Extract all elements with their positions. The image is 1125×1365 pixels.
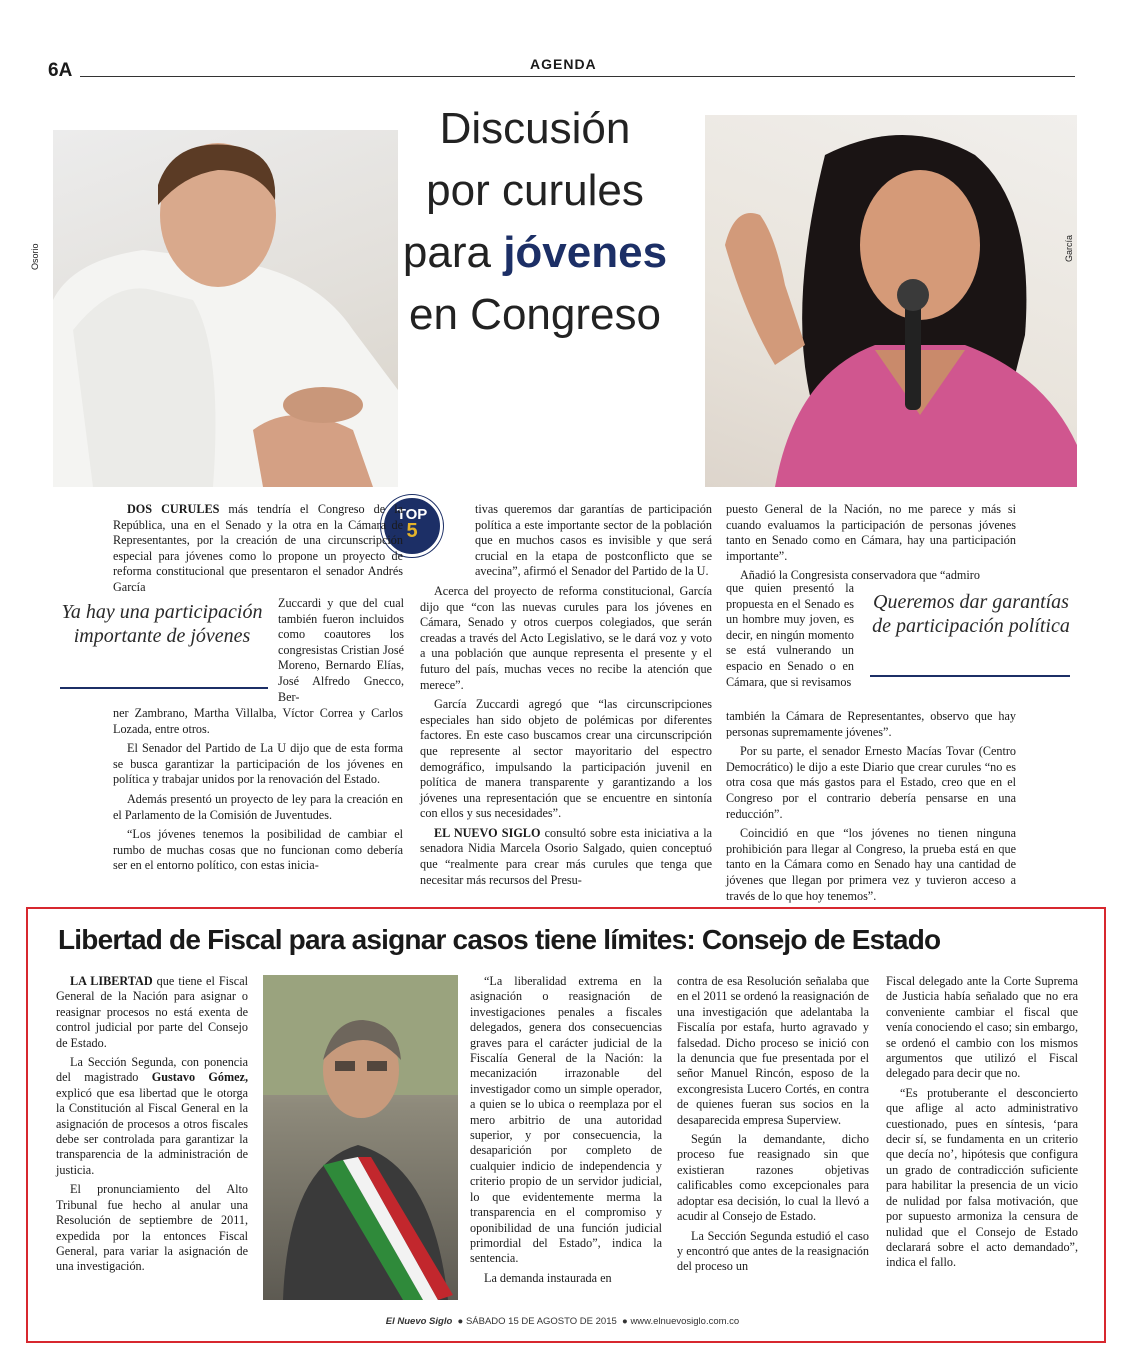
photo-fiscal: [263, 975, 458, 1300]
fiscal-column-1: [56, 974, 248, 1279]
fiscal-column-2: [470, 974, 662, 1290]
header-rule: [80, 76, 1075, 77]
fiscal-c4-p2: “Es protuberante el desconcierto que aflige al acto administrativo cuestionado, pues en síntesis, ‘para decir sí, se fundamenta en un criterio que decía no’, hipótesis que configura un grado de contradicción suficiente para habilitar la presencia de un vicio de nulidad por falsa motivación, que por supuesto armoniza la censura de nulidad que el Consejo de Estado declarará sobre el acto demandado”, indica el fallo.: [886, 1085, 1078, 1270]
headline-emphasis: jóvenes: [503, 228, 668, 277]
pull-quote-left-rule: [60, 687, 268, 689]
article-lead: DOS CURULES: [127, 502, 220, 516]
headline: [300, 98, 770, 346]
article-column-1b: [278, 596, 404, 709]
article-c3-p2c: también la Cámara de Representantes, observo que hay personas supremamente jóvenes”.: [726, 709, 1016, 739]
fiscal-magistrate-name: Gustavo Gómez,: [151, 1070, 249, 1085]
fiscal-c3-p3: La Sección Segunda estudió el caso y encontró que antes de la reasignación del proceso un: [677, 1228, 869, 1274]
footer-date: SÁBADO 15 DE AGOSTO DE 2015: [465, 1316, 617, 1327]
fiscal-c3-p1: contra de esa Resolución señalaba que en el 2011 se ordenó la reasignación de una investigación que adelantaba la Fiscalía por estafa, hurto agravado y falsedad. Dicho proceso se inició con la denuncia que fue presentada por el señor Manuel Rincón, esposo de la excongresista Lucero Cortés, en contra de quienes fueran sus socios en la desaparecida empresa Superview.: [677, 974, 869, 1127]
fiscal-headline: Libertad de Fiscal para asignar casos tiene límites: Consejo de Estado: [58, 924, 941, 955]
article-c1-p1: más tendría el Congreso de la República, una en el Senado y la otra en la Cámara de Representantes, por la creación de una circunscripción especial para jóvenes como lo propone un proyecto de reforma constitucional que presentaron el senador Andrés García: [113, 502, 403, 594]
article-column-1c: [113, 706, 403, 878]
article-c1-p1b: Zuccardi y que del cual también fueron incluidos como coautores los congresistas Cristian José Moreno, Bernardo Elías, José Alfredo Gnecco, Ber-: [278, 596, 404, 704]
headline-line-3: [300, 222, 770, 284]
photo-fiscal-illustration: [263, 975, 458, 1300]
article-c3-p2b: que quien presentó la propuesta en el Senado es un hombre muy joven, es decir, en ningún momento se está vulnerando un espacio en Senado o en Cámara, que si revisamos: [726, 581, 854, 689]
fiscal-column-3: [677, 974, 869, 1279]
top5-number: 5: [406, 520, 418, 542]
photo-credit-right: García: [1064, 234, 1074, 262]
article-c1-p1c: ner Zambrano, Martha Villalba, Víctor Correa y Carlos Lozada, entre otros.: [113, 706, 403, 736]
article-c1-p4: “Los jóvenes tenemos la posibilidad de cambiar el rumbo de muchas cosas que no funcionan como debería ser en el entorno político, con estas inicia-: [113, 827, 403, 873]
fiscal-c2-p1: “La liberalidad extrema en la asignación o reasignación de investigaciones penales a fiscales delegados, genera dos consecuencias graves para el carácter judicial de la Fiscalía General de la Nación: la mecanización irrazonable del investigador como un simple operador, a quien se lo ubica o reemplaza por el mero arbitrio de una autoridad superior, y por consecuencia, la desaparición por completo de cualquier indicio de independencia y criterio propio de un servidor judicial, lo que evidentemente merma la transparencia en el compromiso y oponibilidad de una función judicial primordial del Estado”, indica la sentencia.: [470, 974, 662, 1266]
article-column-3b: [726, 581, 854, 694]
article-c2-p2: Acerca del proyecto de reforma constitucional, García dijo que “con las nuevas curules para los jóvenes en Cámara, Senado y otros cuerpos colegiados, que serán creadas a través del Acto Legislativo, se le dará voz y voto a una población que aunque representa el presente y el futuro del país, muchas veces no recibe la atención que merece”.: [420, 583, 712, 692]
pull-quote-left: Ya hay una participación importante de jóvenes: [61, 601, 263, 647]
photo-credit-left: Osorio: [30, 243, 40, 270]
fiscal-c1-p2: explicó que esa libertad que le otorga la Constitución al Fiscal General en la asignación de procesos a otros fiscales debe ser controlada para garantizar la transparencia de la administración de justicia.: [56, 1085, 248, 1177]
footer-brand: El Nuevo Siglo: [385, 1316, 453, 1327]
footer-url: www.elnuevosiglo.com.co: [630, 1316, 740, 1327]
article-column-2: [420, 502, 712, 892]
fiscal-lead: LA LIBERTAD: [70, 974, 153, 988]
page-footer: El Nuevo Siglo ● SÁBADO 15 DE AGOSTO DE 2015 ● www.elnuevosiglo.com.co: [385, 1316, 740, 1327]
headline-line-4: en Congreso: [409, 290, 661, 339]
article-c3-p1: puesto General de la Nación, no me parece y más si cuando evaluamos la participación de personas jóvenes tanto en Senado como en Cámara, hay una participación importante”.: [726, 502, 1016, 563]
headline-line-3-pre: para: [402, 228, 504, 277]
pull-quote-right-rule: [870, 675, 1070, 677]
article-c2-p4: consultó sobre esta iniciativa a la senadora Nidia Marcela Osorio Salgado, quien conceptuó que “realmente para crear más curules que tenga que necesitar más recursos del Presu-: [420, 825, 712, 887]
article-c2-p1: tivas queremos dar garantías de participación política a este importante sector de la población que en muchos casos es invisible y que será crucial en la etapa de postconflicto que se avecina”, afirmó el Senador del Partido de la U.: [475, 502, 712, 579]
page-number: 6A: [48, 60, 73, 81]
section-label: AGENDA: [530, 56, 597, 72]
article-c1-p3: Además presentó un proyecto de ley para la creación en el Parlamento de la Comisión de Juventudes.: [113, 791, 403, 822]
headline-line-2: por curules: [426, 166, 644, 215]
fiscal-c1-p1: que tiene el Fiscal General de la Nación para asignar o reasignar procesos no está exenta de control judicial por parte del Consejo de Estado.: [56, 974, 248, 1050]
article-column-1a: [113, 502, 403, 600]
fiscal-c3-p2: Según la demandante, dicho proceso fue reasignado sin que existieran razones objetivas calificables como excepcionales para adoptar esa decisión, lo cual la llevó a acudir al Consejo de Estado.: [677, 1132, 869, 1224]
pull-quote-right: Queremos dar garantías de participación política: [872, 591, 1070, 637]
fiscal-c1-p3: El pronunciamiento del Alto Tribunal fue hecho al anular una Resolución de septiembre de 2011, expedida por la entonces Fiscal General, para variar la asignación de una investigación.: [56, 1182, 248, 1274]
article-c3-p4: Coincidió en que “los jóvenes no tienen ninguna prohibición para llegar al Congreso, la prueba está en que tanto en la Cámara como en Senado hay una cantidad de jóvenes que llegan por primera vez y tuvieron acceso a través de lo que hoy tenemos”.: [726, 826, 1016, 903]
article-c3-p2a: Añadió la Congresista conservadora que “admiro: [740, 568, 980, 583]
fiscal-c2-p2: La demanda instaurada en: [484, 1270, 612, 1285]
article-c2-lead: EL NUEVO SIGLO: [434, 825, 541, 840]
article-column-3c: [726, 709, 1016, 908]
article-c2-p3: García Zuccardi agregó que “las circunscripciones especiales han sido objeto de polémicas por diferentes factores. En este caso buscamos crear una circunscripción que represente al sector mayoritario del espectro demográfico, impulsando la participación juvenil en política de manera transparente y garantizando a los jóvenes una representación que se encuentre en sintonía con ellos y sus necesidades”.: [420, 697, 712, 821]
article-column-3a: [726, 502, 1016, 588]
headline-line-1: Discusión: [439, 104, 631, 153]
fiscal-c1-p2-pre: La Sección Segunda, con ponencia del magistrado: [56, 1055, 248, 1085]
article-c3-p3: Por su parte, el senador Ernesto Macías Tovar (Centro Democrático) le dijo a este Diario que crear curules “no es otra cosa que más gastos para el Estado, creo que en el Congreso por el contrario debería pensarse en una reducción”.: [726, 744, 1016, 821]
article-c1-p2: El Senador del Partido de La U dijo que de esta forma se busca garantizar la participación de los jóvenes en política y trabajar unidos por la renovación del Estado.: [113, 741, 403, 787]
top5-label: TOP: [396, 506, 428, 523]
fiscal-c4-p1: Fiscal delegado ante la Corte Suprema de Justicia había señalado que no era conveniente cambiar el fiscal que venía conociendo el caso; sin embargo, se ordenó el cambio con los mismos argumentos que utilizó el Fiscal delegado para decir que no.: [886, 974, 1078, 1081]
fiscal-column-4: [886, 974, 1078, 1275]
